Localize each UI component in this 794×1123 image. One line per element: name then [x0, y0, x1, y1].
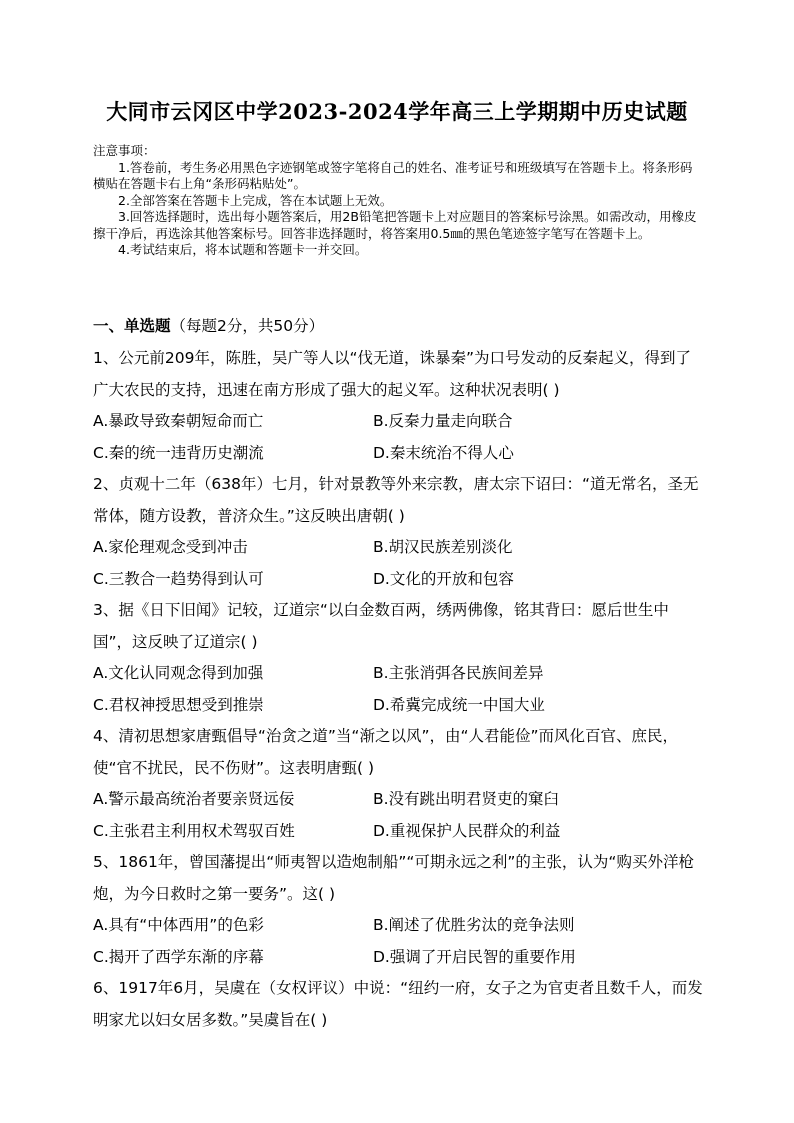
note-item-4: 4.考试结束后，将本试题和答题卡一并交回。 — [118, 242, 368, 257]
question-2 — [93, 469, 705, 595]
option-d: D.希冀完成统一中国大业 — [373, 695, 545, 714]
option-c: C.主张君主利用权术驾驭百姓 — [93, 821, 295, 840]
note-item-3: 3.回答选择题时，选出每小题答案后，用2B铅笔把答题卡上对应题目的答案标号涂黑。如需改动，用橡皮擦干净后，再选涂其他答案标号。回答非选择题时，将答案用0.5㎜的黑色笔迹签字笔写在答题卡上。 — [93, 209, 697, 241]
section-note: （每题2分，共50分） — [170, 317, 325, 335]
option-c: C.秦的统一违背历史潮流 — [93, 443, 264, 462]
section-label: 一、单选题 — [93, 317, 171, 335]
question-6 — [93, 973, 705, 1036]
option-b: B.胡汉民族差别淡化 — [373, 538, 513, 556]
question-text: 4、清初思想家唐甄倡导“治贪之道”当“渐之以风”，由“人君能俭”而风化百官、庶民，使“官不扰民，民不伤财”。这表明唐甄( ) — [93, 727, 679, 777]
question-text: 6、1917年6月，吴虞在（女权评议）中说：“纽约一府，女子之为官吏者且数千人，而发明家尤以妇女居多数。”吴虞旨在( ) — [93, 979, 703, 1029]
option-a: A.暴政导致秦朝短命而亡 — [93, 412, 264, 430]
question-text: 3、据《日下旧闻》记较，辽道宗“以白金数百两，绣两佛像，铭其背曰：愿后世生中国”，这反映了辽道宗( ) — [93, 601, 669, 651]
option-list — [93, 532, 705, 595]
option-a: A.警示最高统治者要亲贤远佞 — [93, 790, 295, 808]
question-text: 5、1861年，曾国藩提出“师夷智以造炮制船”“可期永远之利”的主张，认为“购买外洋枪炮，为今日救时之第一要务”。这( ) — [93, 853, 694, 903]
option-c: C.三教合一趋势得到认可 — [93, 569, 264, 588]
option-d: D.重视保护人民群众的利益 — [373, 821, 561, 840]
page-title: 大同市云冈区中学2023-2024学年高三上学期期中历史试题 — [106, 99, 688, 124]
question-3 — [93, 595, 705, 721]
option-d: D.强调了开启民智的重要作用 — [373, 947, 576, 966]
option-b: B.反秦力量走向联合 — [373, 412, 513, 430]
option-list — [93, 658, 705, 721]
option-b: B.阐述了优胜劣汰的竞争法则 — [373, 916, 575, 934]
question-5 — [93, 847, 705, 973]
question-4 — [93, 721, 705, 847]
option-b: B.没有跳出明君贤吏的窠臼 — [373, 790, 560, 808]
option-c: C.君权神授思想受到推崇 — [93, 695, 264, 714]
question-1 — [93, 343, 705, 469]
option-list — [93, 784, 705, 847]
option-d: D.秦末统治不得人心 — [373, 443, 514, 462]
option-a: A.具有“中体西用”的色彩 — [93, 916, 264, 934]
note-item-1: 1.答卷前，考生务必用黑色字迹钢笔或签字笔将自己的姓名、准考证号和班级填写在答题卡上。将条形码横贴在答题卡右上角“条形码粘贴处”。 — [93, 159, 693, 191]
question-text: 1、公元前209年，陈胜，吴广等人以“伐无道，诛暴秦”为口号发动的反秦起义，得到了广大农民的支持，迅速在南方形成了强大的起义军。这种状况表明( ) — [93, 349, 692, 399]
section-heading — [93, 314, 705, 339]
option-b: B.主张消弭各民族间差异 — [373, 664, 544, 682]
option-c: C.揭开了西学东渐的序幕 — [93, 947, 264, 966]
question-text: 2、贞观十二年（638年）七月，针对景教等外来宗教，唐太宗下诏曰：“道无常名，圣无常体，随方设教，普济众生。”这反映出唐朝( ) — [93, 475, 699, 525]
notes-block — [93, 143, 703, 259]
option-a: A.家伦理观念受到冲击 — [93, 538, 248, 556]
questions-body — [93, 314, 705, 1036]
notes-heading: 注意事项： — [93, 143, 156, 158]
option-d: D.文化的开放和包容 — [373, 569, 514, 588]
option-a: A.文化认同观念得到加强 — [93, 664, 264, 682]
option-list — [93, 910, 705, 973]
option-list — [93, 406, 705, 469]
note-item-2: 2.全部答案在答题卡上完成，答在本试题上无效。 — [118, 192, 393, 208]
